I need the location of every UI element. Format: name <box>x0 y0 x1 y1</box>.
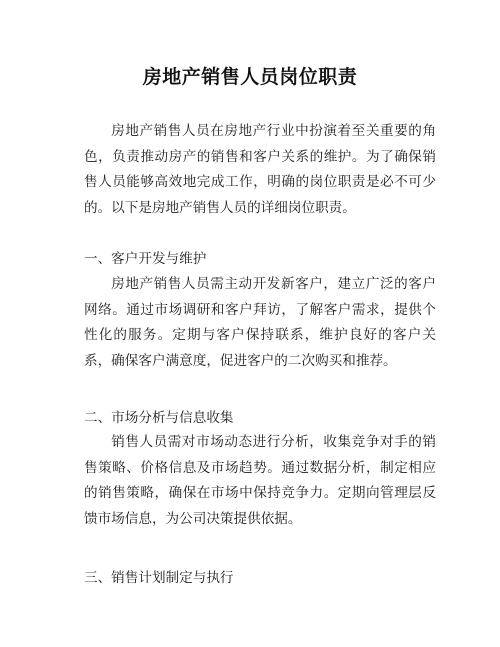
section-body-1: 房地产销售人员需主动开发新客户，建立广泛的客户网络。通过市场调研和客户拜访，了解客户需求，提供个性化的服务。定期与客户保持联系，维护良好的客户关系，确保客户满意度，促进客户的二次购买和推荐。 <box>84 276 436 369</box>
section-heading-1: 一、客户开发与维护 <box>84 251 207 267</box>
section-heading-3: 三、销售计划制定与执行 <box>84 570 234 586</box>
section-heading-2: 二、市场分析与信息收集 <box>84 410 234 426</box>
intro-paragraph: 房地产销售人员在房地产行业中扮演着至关重要的角色，负责推动房产的销售和客户关系的维护。为了确保销售人员能够高效地完成工作，明确的岗位职责是必不可少的。以下是房地产销售人员的详细岗位职责。 <box>84 123 436 216</box>
section-body-2: 销售人员需对市场动态进行分析，收集竞争对手的销售策略、价格信息及市场趋势。通过数据分析，制定相应的销售策略，确保在市场中保持竞争力。定期向管理层反馈市场信息，为公司决策提供依据。 <box>84 434 436 527</box>
document-title: 房地产销售人员岗位职责 <box>142 66 358 88</box>
